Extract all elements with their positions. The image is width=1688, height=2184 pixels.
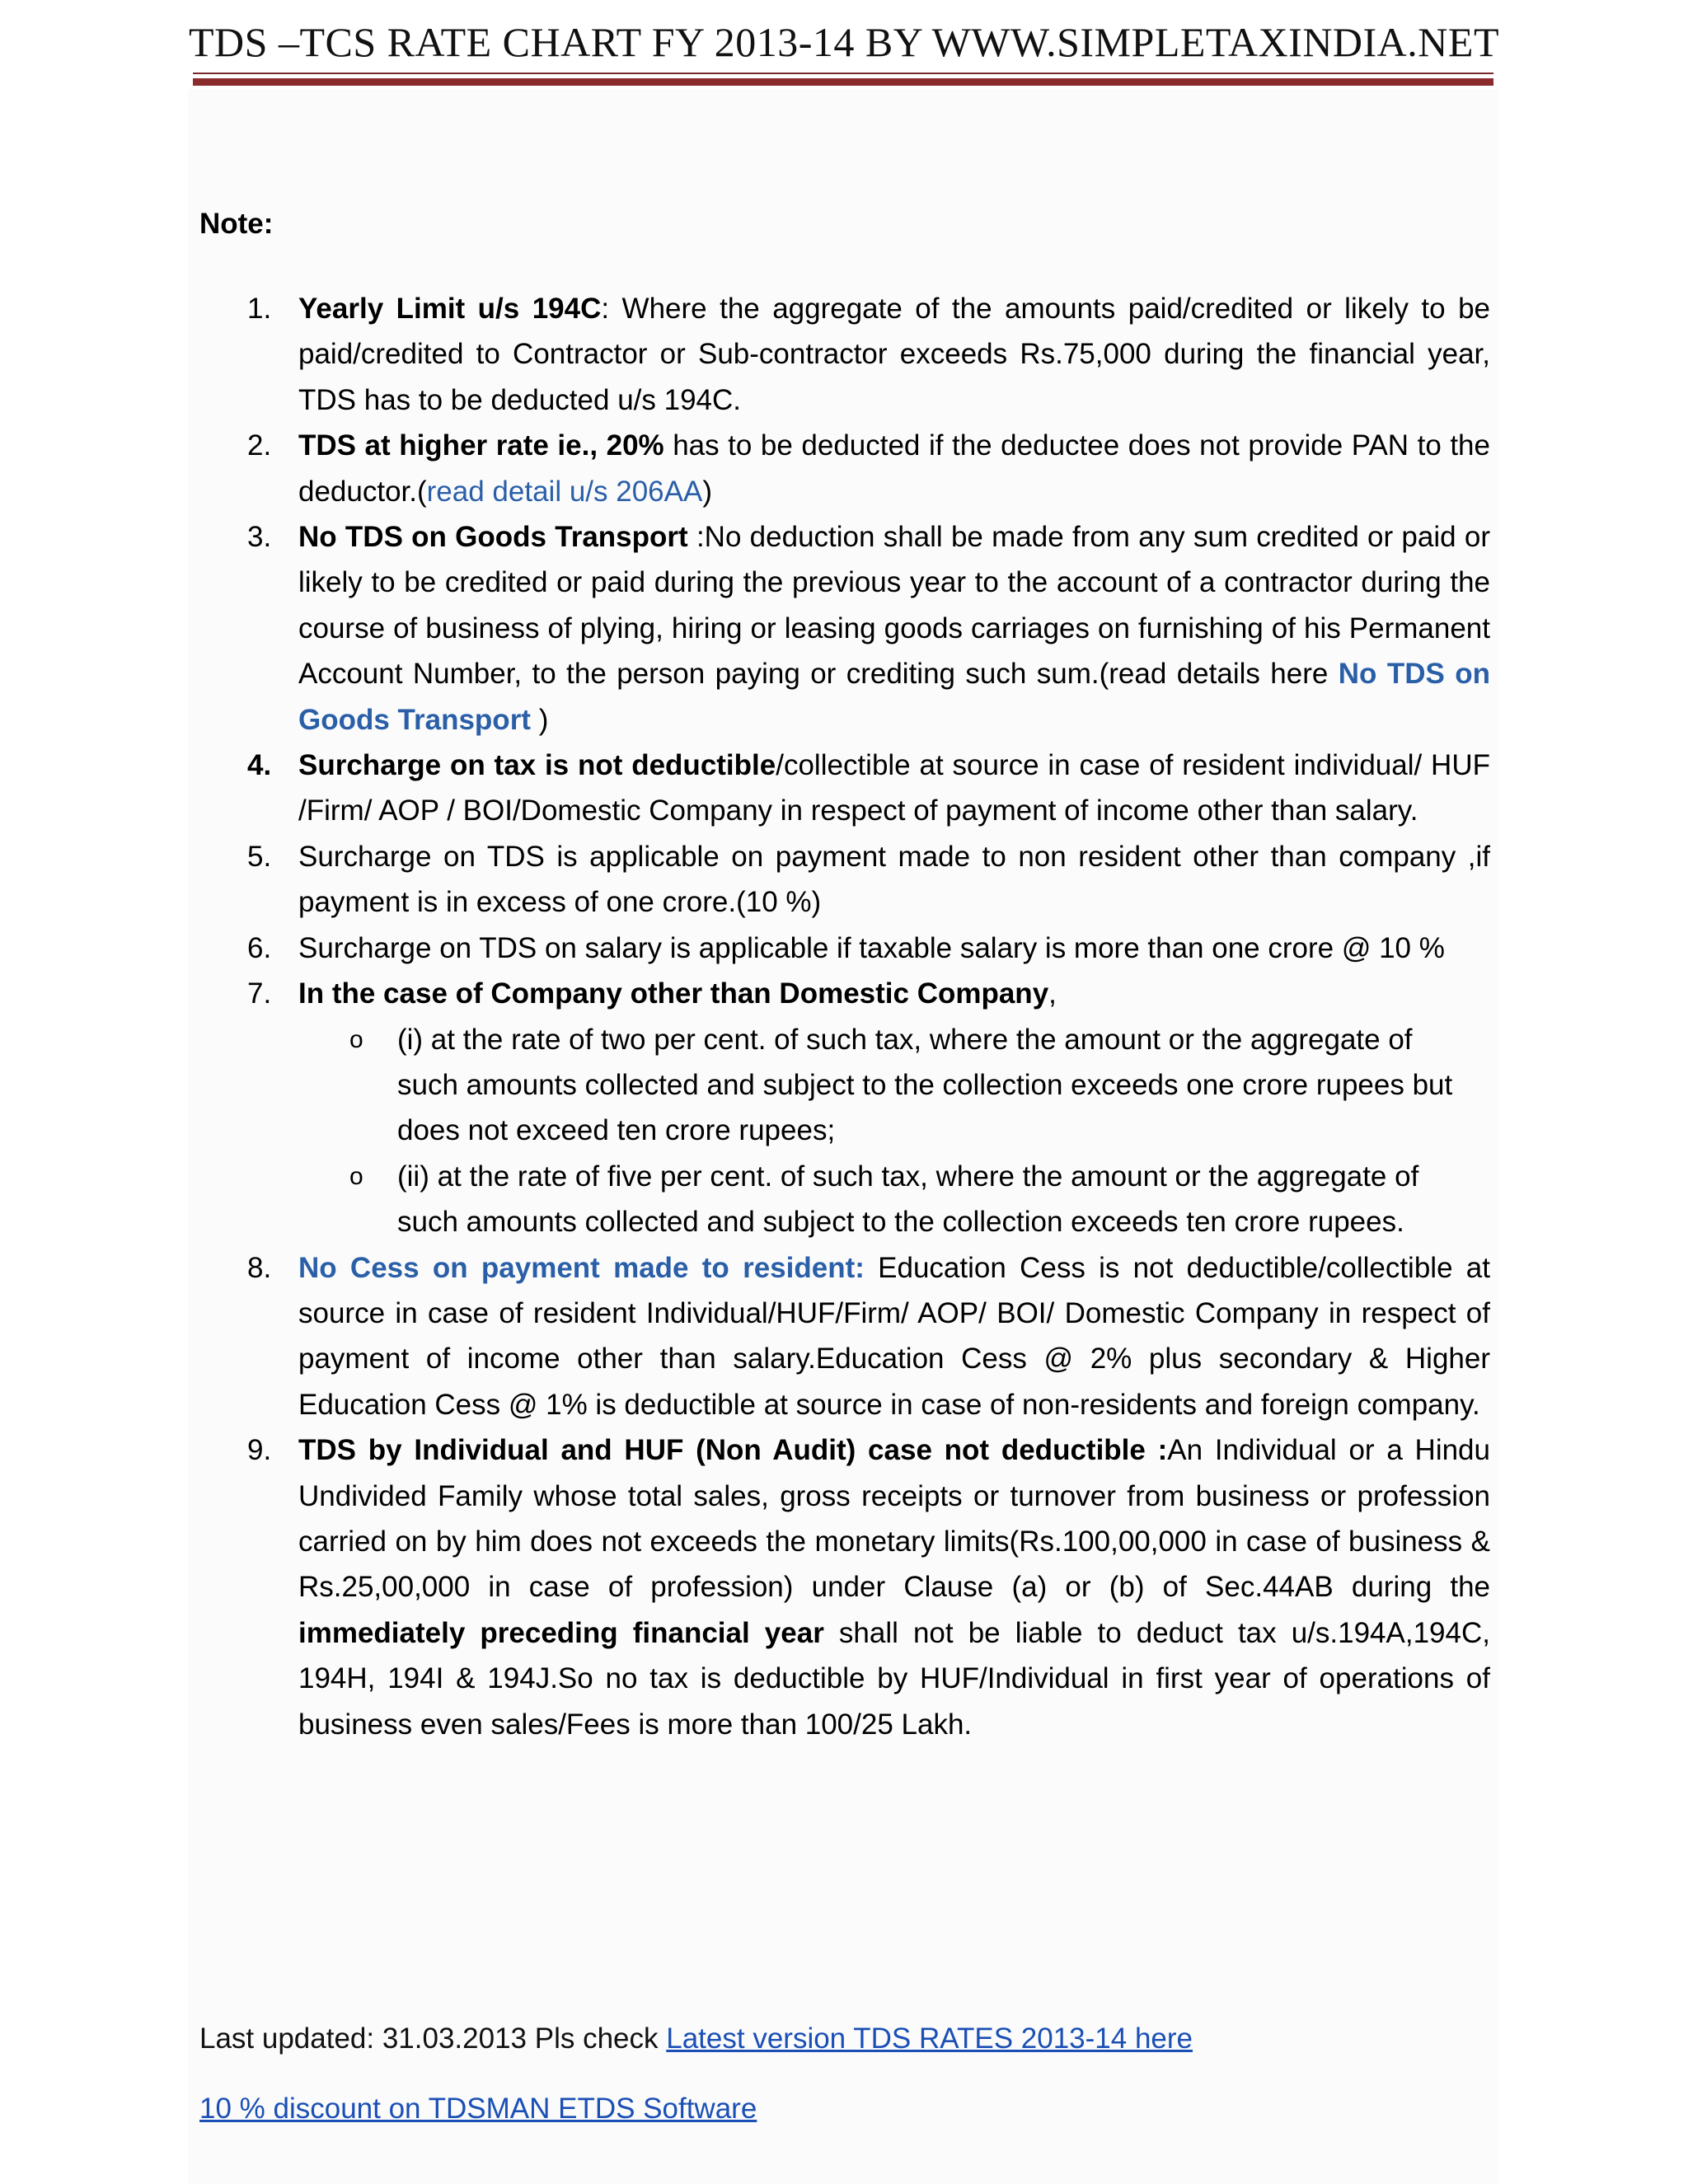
note-text: , — [1048, 977, 1057, 1010]
note-bold-heading: Surcharge on tax is not deductible — [298, 749, 776, 782]
header-rule-thick — [193, 78, 1493, 86]
note-number: 2. — [247, 429, 272, 462]
note-item-8 — [199, 1245, 1490, 1428]
note-text: : Where the aggregate of the amounts paid/credited or likely to be paid/credited to Contractor or Sub-contractor exceeds Rs.75,000 during the financial year, TDS has to be deducted u/s 194C. — [298, 293, 1491, 416]
note-number: 5. — [247, 840, 272, 873]
page-header-title: TDS –TCS RATE CHART FY 2013-14 BY WWW.SIMPLETAXINDIA.NET — [189, 19, 1499, 65]
sub-item-text: (i) at the rate of two per cent. of such tax, where the amount or the aggregate of such amounts collected and subject to the collection exceeds one crore rupees but does not exceed ten crore rupees; — [397, 1023, 1453, 1147]
last-updated-line — [199, 2022, 1193, 2055]
note-text: Surcharge on TDS is applicable on payment made to non resident other than company ,if payment is in excess of one crore.(10 %) — [298, 840, 1490, 919]
note-text: Education Cess is not deductible/collectible at source in case of resident Individual/HUF/Firm/ AOP/ BOI/ Domestic Company in respect of payment of income other than salary.Education Cess @ 2% plus secondary & Higher Education Cess @ 1% is deductible at source in case of non-residents and foreign company. — [298, 1251, 1490, 1421]
note-bold-heading: TDS at higher rate ie., 20% — [298, 429, 664, 462]
note-item-9 — [199, 1427, 1490, 1747]
note-sub-item — [199, 1017, 1490, 1154]
note-text: :No deduction shall be made from any sum credited or paid or likely to be credited or paid during the previous year to the account of a contractor during the course of business of plying, hiring or leasing goods carriages on furnishing of his Permanent Account Number, to the person paying or crediting such sum.(read details here — [298, 521, 1490, 691]
note-number: 1. — [247, 293, 272, 325]
note-heading: Note: — [199, 208, 274, 240]
no-cess-link[interactable]: No Cess on payment made to resident: — [298, 1251, 865, 1284]
note-item-4 — [199, 743, 1490, 834]
last-updated-text: Last updated: 31.03.2013 Pls check — [199, 2022, 667, 2055]
note-text: has to be deducted if the deductee does not provide PAN to the deductor.( — [298, 429, 1490, 508]
note-text-after: ) — [530, 703, 549, 736]
note-number: 7. — [247, 977, 272, 1010]
bullet-icon: o — [349, 1162, 363, 1190]
discount-line — [199, 2093, 757, 2125]
note-text: /collectible at source in case of resident individual/ HUF /Firm/ AOP / BOI/Domestic Company in respect of payment of income other than salary. — [298, 749, 1490, 827]
read-detail-206aa-link[interactable]: read detail u/s 206AA — [426, 475, 703, 508]
sub-item-text: (ii) at the rate of five per cent. of such tax, where the amount or the aggregate of such amounts collected and subject to the collection exceeds ten crore rupees. — [397, 1160, 1419, 1239]
note-number: 8. — [247, 1251, 272, 1284]
note-number: 6. — [247, 931, 272, 964]
note-number: 4. — [247, 749, 272, 782]
note-item-6 — [199, 926, 1490, 971]
note-item-1 — [199, 286, 1490, 423]
note-item-7 — [199, 971, 1490, 1016]
note-number: 3. — [247, 521, 272, 554]
note-bold-heading: In the case of Company other than Domestic Company — [298, 977, 1049, 1010]
note-item-5 — [199, 834, 1490, 926]
latest-version-link[interactable]: Latest version TDS RATES 2013-14 here — [666, 2022, 1193, 2055]
note-number: 9. — [247, 1434, 272, 1467]
note-bold-phrase: immediately preceding financial year — [298, 1616, 824, 1649]
tdsman-discount-link[interactable]: 10 % discount on TDSMAN ETDS Software — [199, 2093, 757, 2125]
bullet-icon: o — [349, 1025, 363, 1053]
note-sub-item — [199, 1154, 1490, 1245]
notes-list — [199, 286, 1490, 1747]
note-text-after: shall not be liable to deduct tax u/s.194A,194C, 194H, 194I & 194J.So no tax is deductible by HUF/Individual in first year of operations of business even sales/Fees is more than 100/25 Lakh. — [298, 1616, 1490, 1741]
note-text-after: ) — [702, 475, 712, 508]
note-bold-heading: Yearly Limit u/s 194C — [298, 293, 602, 325]
note-item-3 — [199, 514, 1490, 743]
note-bold-heading: No TDS on Goods Transport — [298, 521, 688, 554]
note-bold-heading: TDS by Individual and HUF (Non Audit) case not deductible : — [298, 1434, 1168, 1467]
note-item-2 — [199, 423, 1490, 514]
note-text: Surcharge on TDS on salary is applicable if taxable salary is more than one crore @ 10 % — [298, 931, 1445, 964]
goods-transport-link[interactable]: No TDS on Goods Transport — [298, 658, 1490, 736]
header-rule — [193, 73, 1493, 74]
note-text: An Individual or a Hindu Undivided Family whose total sales, gross receipts or turnover from business or profession carried on by him does not exceeds the monetary limits(Rs.100,00,000 in case of business & Rs.25,00,000 in case of profession) under Clause (a) or (b) of Sec.44AB during the — [298, 1434, 1490, 1604]
